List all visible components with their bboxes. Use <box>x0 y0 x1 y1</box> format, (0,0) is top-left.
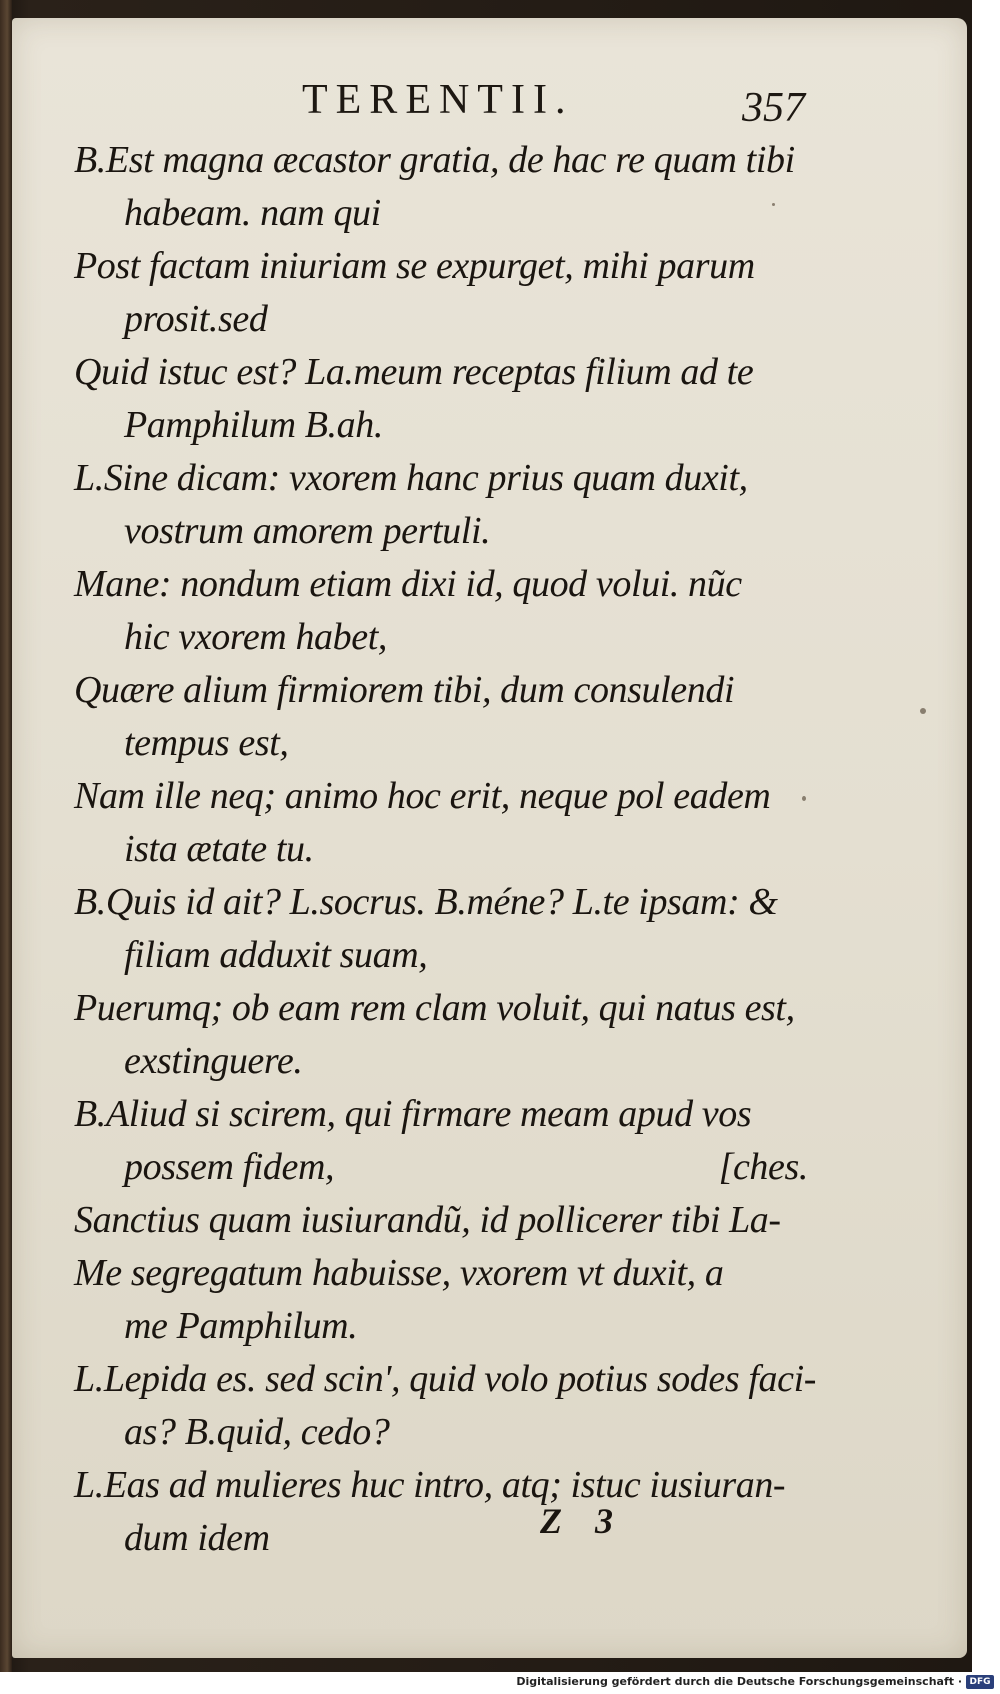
page-number: 357 <box>742 85 805 131</box>
text-line: Sanctius quam iusiurandũ, id pollicerer tibi La- <box>74 1199 781 1241</box>
signature-mark: Z 3 <box>540 1501 625 1541</box>
book-binding-edge <box>0 0 12 1672</box>
text-line: tempus est, <box>124 722 289 764</box>
text-line: L.Eas ad mulieres huc intro, atq; istuc iusiuran- <box>74 1464 786 1506</box>
paper-speck <box>802 796 806 801</box>
digitization-footer <box>0 1672 1000 1694</box>
text-line: ista ætate tu. <box>124 828 314 870</box>
text-line: B.Aliud si scirem, qui firmare meam apud vos <box>74 1093 752 1135</box>
text-line: vostrum amorem pertuli. <box>124 510 491 552</box>
running-head: TERENTII. <box>302 77 574 123</box>
text-line: B.Est magna æcastor gratia, de hac re quam tibi <box>74 139 795 181</box>
text-line: Quære alium firmiorem tibi, dum consulendi <box>74 669 735 711</box>
text-line: Me segregatum habuisse, vxorem vt duxit, a <box>74 1252 724 1294</box>
text-line: dum idem <box>124 1517 270 1559</box>
text-line: filiam adduxit suam, <box>124 934 428 976</box>
text-line: habeam. nam qui <box>124 192 381 234</box>
turnover-fragment: [ches. <box>718 1146 808 1188</box>
paper-page <box>12 18 967 1658</box>
text-line: Mane: nondum etiam dixi id, quod volui. nũc <box>74 563 742 605</box>
text-line: L.Sine dicam: vxorem hanc prius quam duxit, <box>74 457 748 499</box>
text-line: exstinguere. <box>124 1040 303 1082</box>
text-line: hic vxorem habet, <box>124 616 387 658</box>
text-line: prosit.sed <box>124 298 268 340</box>
paper-speck <box>920 708 926 714</box>
funding-credit: Digitalisierung gefördert durch die Deutsche Forschungsgemeinschaft · <box>516 1675 962 1688</box>
text-line-main: possem fidem, <box>124 1146 335 1188</box>
dfg-logo: DFG <box>966 1675 994 1689</box>
text-line: L.Lepida es. sed scin', quid volo potius sodes faci- <box>74 1358 817 1400</box>
text-line: Pamphilum B.ah. <box>124 404 383 446</box>
text-line: Nam ille neq; animo hoc erit, neque pol eadem <box>74 775 771 817</box>
text-block <box>74 134 817 1565</box>
text-line: me Pamphilum. <box>124 1305 358 1347</box>
paper-speck <box>772 203 775 206</box>
text-line: B.Quis id ait? L.socrus. B.méne? L.te ipsam: & <box>74 881 778 923</box>
text-line: Puerumq; ob eam rem clam voluit, qui natus est, <box>74 987 795 1029</box>
text-line: as? B.quid, cedo? <box>124 1411 390 1453</box>
text-line <box>74 1141 814 1194</box>
text-line: Post factam iniuriam se expurget, mihi parum <box>74 245 755 287</box>
text-line: Quid istuc est? La.meum receptas filium ad te <box>74 351 754 393</box>
